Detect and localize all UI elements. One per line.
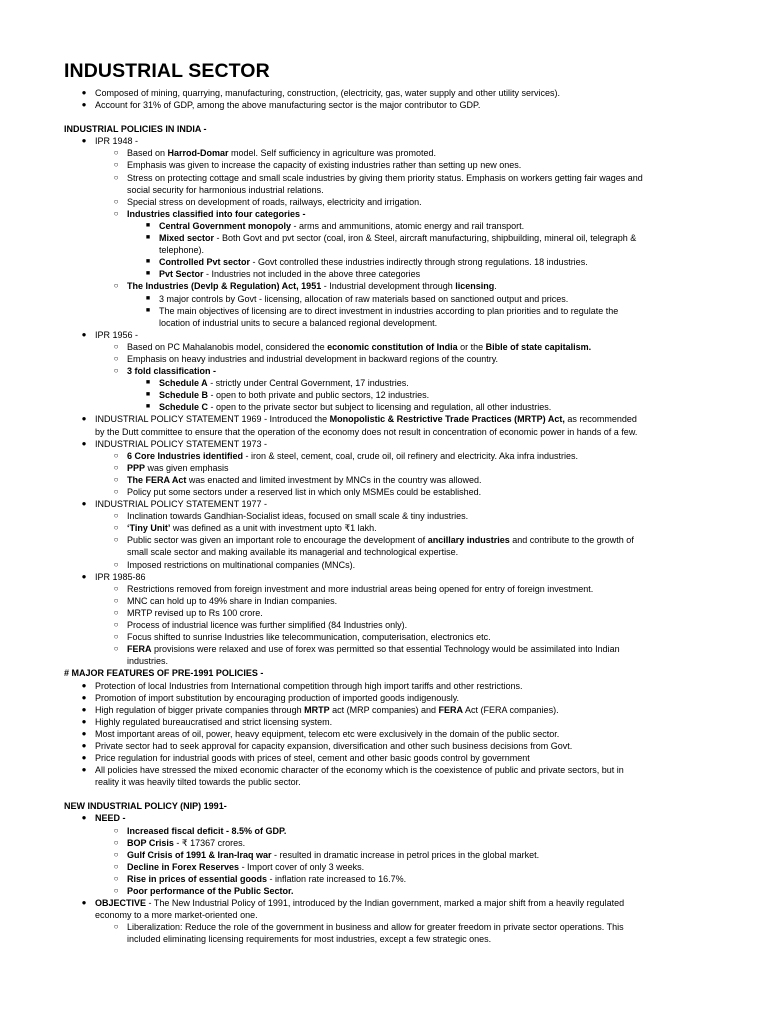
list-item bbox=[64, 728, 644, 740]
bold-text: FERA bbox=[127, 644, 152, 655]
bullet-icon: ● bbox=[81, 898, 87, 908]
bold-text: NEED - bbox=[95, 813, 126, 824]
bold-text: Decline in Forex Reserves bbox=[127, 861, 240, 872]
bullet-icon: ○ bbox=[113, 196, 119, 206]
bullet-icon: ○ bbox=[113, 172, 119, 182]
section-heading: NEW INDUSTRIAL POLICY (NIP) 1991- bbox=[64, 801, 227, 812]
bold-text: The Industries (Devlp & Regulation) Act, 1951 bbox=[127, 281, 322, 292]
text-span: All policies have stressed the mixed economic character of the economy which is the coexistence of public and private sectors, but in reality it was heavily tilted towards the public sector. bbox=[95, 765, 624, 788]
bullet-icon: ● bbox=[81, 728, 87, 738]
bullet-icon: ● bbox=[81, 716, 87, 726]
bold-text: Controlled Pvt sector bbox=[159, 257, 251, 268]
text-span: was enacted and limited investment by MNCs in the country was allowed. bbox=[186, 474, 482, 485]
bullet-icon: ○ bbox=[113, 861, 119, 871]
list-item bbox=[64, 643, 644, 667]
list-item bbox=[64, 680, 644, 692]
bullet-icon: ○ bbox=[113, 366, 119, 376]
bullet-icon: ○ bbox=[113, 487, 119, 496]
bullet-icon: ○ bbox=[113, 450, 119, 460]
text-span: was defined as a unit with investment upto ₹1 lakh. bbox=[170, 523, 377, 534]
bullet-icon: ○ bbox=[113, 922, 119, 932]
section-heading: INDUSTRIAL POLICIES IN INDIA - bbox=[64, 124, 207, 135]
document-body bbox=[64, 87, 644, 945]
text-span: Inclination towards Gandhian-Socialist ideas, focused on small scale & tiny industries. bbox=[127, 511, 469, 522]
list-item bbox=[64, 256, 644, 268]
bullet-icon: ○ bbox=[113, 825, 119, 835]
list-item bbox=[64, 873, 644, 885]
list-item bbox=[64, 147, 644, 159]
text-span: Private sector had to seek approval for capacity expansion, diversification and other such business decisions from Govt. bbox=[95, 740, 573, 751]
text-span: - Industries not included in the above three categories bbox=[203, 269, 421, 280]
list-item bbox=[64, 837, 644, 849]
list-item bbox=[64, 268, 644, 280]
list-item bbox=[64, 377, 644, 389]
bullet-list-level-2 bbox=[64, 825, 644, 898]
bullet-icon: ■ bbox=[145, 379, 151, 387]
bold-text: Monopolistic & Restrictive Trade Practices (MRTP) Act, bbox=[329, 414, 565, 425]
list-item bbox=[64, 716, 644, 728]
bold-text: 3 fold classification - bbox=[127, 366, 217, 377]
text-span: IPR 1948 - bbox=[95, 136, 139, 147]
text-span: Special stress on development of roads, railways, electricity and irrigation. bbox=[127, 196, 422, 207]
text-span: model. Self sufficiency in agriculture was promoted. bbox=[228, 148, 436, 159]
bullet-list-level-2 bbox=[64, 147, 644, 220]
bullet-list-level-2 bbox=[64, 280, 644, 292]
list-item bbox=[64, 921, 644, 945]
list-item bbox=[64, 583, 644, 595]
bullet-icon: ○ bbox=[113, 523, 119, 533]
text-span: as recommended by the Dutt committee to ensure that the operation of the economy does not result in concentration of economic power in hands of a few. bbox=[95, 414, 638, 437]
text-span: Protection of local Industries from International competition through high import tariffs and other restrictions. bbox=[95, 680, 523, 691]
text-span: - ₹ 17367 crores. bbox=[173, 837, 246, 848]
list-item bbox=[64, 401, 644, 413]
bullet-list-level-2 bbox=[64, 583, 644, 668]
list-item bbox=[64, 522, 644, 534]
bullet-icon: ● bbox=[81, 813, 87, 823]
bullet-icon: ○ bbox=[113, 341, 119, 351]
list-item bbox=[64, 293, 644, 305]
list-item bbox=[64, 825, 644, 837]
bold-text: The FERA Act bbox=[127, 474, 187, 485]
bold-text: FERA bbox=[438, 704, 464, 715]
list-item bbox=[64, 571, 644, 583]
bold-text: MRTP bbox=[304, 704, 330, 715]
text-span: . bbox=[494, 281, 497, 292]
text-span: - inflation rate increased to 16.7%. bbox=[267, 873, 407, 884]
bullet-icon: ● bbox=[81, 765, 87, 775]
text-span: provisions were relaxed and use of forex was permitted so that essential Technology would be assimilated into Indian industries. bbox=[127, 644, 620, 667]
text-span: Composed of mining, quarrying, manufacturing, construction, (electricity, gas, water supply and other utility services). bbox=[95, 88, 561, 98]
bullet-icon: ■ bbox=[145, 306, 151, 314]
text-span: IPR 1985-86 bbox=[95, 571, 146, 582]
list-item bbox=[64, 208, 644, 220]
bullet-icon: ■ bbox=[145, 258, 151, 266]
bullet-icon: ● bbox=[81, 740, 87, 750]
text-span: Based on PC Mahalanobis model, considered the bbox=[127, 341, 328, 352]
list-item bbox=[64, 438, 644, 450]
list-item bbox=[64, 232, 644, 256]
bullet-icon: ○ bbox=[113, 873, 119, 883]
bullet-icon: ■ bbox=[145, 403, 151, 411]
list-item bbox=[64, 764, 644, 788]
bullet-icon: ○ bbox=[113, 160, 119, 170]
list-item bbox=[64, 341, 644, 353]
list-item bbox=[64, 559, 644, 571]
bullet-icon: ● bbox=[81, 571, 87, 581]
bullet-icon: ○ bbox=[113, 644, 119, 654]
bullet-list-level-1 bbox=[64, 413, 644, 449]
bullet-icon: ● bbox=[81, 680, 87, 690]
text-span: or the bbox=[457, 341, 486, 352]
bullet-list-level-2 bbox=[64, 341, 644, 377]
list-item bbox=[64, 353, 644, 365]
list-item bbox=[64, 220, 644, 232]
list-item bbox=[64, 99, 644, 111]
list-item bbox=[64, 474, 644, 486]
list-item bbox=[64, 172, 644, 196]
bold-text: Pvt Sector bbox=[159, 269, 204, 280]
list-item bbox=[64, 861, 644, 873]
bullet-list-level-1 bbox=[64, 87, 644, 111]
list-item bbox=[64, 305, 644, 329]
list-item bbox=[64, 897, 644, 921]
bullet-list-level-1 bbox=[64, 329, 644, 341]
list-item bbox=[64, 389, 644, 401]
page-title: INDUSTRIAL SECTOR bbox=[64, 60, 270, 82]
bullet-list-level-1 bbox=[64, 571, 644, 583]
text-span: Emphasis was given to increase the capacity of existing industries rather than setting up new ones. bbox=[127, 160, 522, 171]
text-span: was given emphasis bbox=[145, 462, 229, 473]
list-item bbox=[64, 329, 644, 341]
bullet-icon: ○ bbox=[113, 208, 119, 218]
text-span: Highly regulated bureaucratised and strict licensing system. bbox=[95, 716, 333, 727]
bullet-icon: ● bbox=[81, 88, 87, 97]
list-item bbox=[64, 413, 644, 437]
list-item bbox=[64, 631, 644, 643]
bold-text: licensing bbox=[455, 281, 495, 292]
bold-text: Schedule A bbox=[159, 378, 208, 389]
bullet-icon: ■ bbox=[145, 294, 151, 302]
bold-text: PPP bbox=[127, 462, 146, 473]
bold-text: Schedule B bbox=[159, 390, 209, 401]
text-span: 3 major controls by Govt - licensing, allocation of raw materials based on sanctioned output and prices. bbox=[159, 293, 569, 304]
bold-text: Bible of state capitalism. bbox=[485, 341, 592, 352]
text-span: - Both Govt and pvt sector (coal, iron & Steel, aircraft manufacturing, shipbuilding, mineral oil, telegraph & telephone). bbox=[159, 233, 637, 256]
bullet-icon: ■ bbox=[145, 221, 151, 229]
text-span: Process of industrial licence was further simplified (84 Industries only). bbox=[127, 620, 408, 631]
text-span: INDUSTRIAL POLICY STATEMENT 1977 - bbox=[95, 499, 268, 510]
bullet-list-level-1 bbox=[64, 812, 644, 824]
text-span: MNC can hold up to 49% share in Indian companies. bbox=[127, 595, 338, 606]
bullet-list-level-2 bbox=[64, 450, 644, 498]
text-span: Restrictions removed from foreign investment and more industrial areas being opened for entry of foreign investment. bbox=[127, 583, 594, 594]
text-span: Price regulation for industrial goods with prices of steel, cement and other basic goods control by government bbox=[95, 753, 530, 764]
list-item bbox=[64, 885, 644, 897]
bullet-list-level-1 bbox=[64, 498, 644, 510]
text-span: IPR 1956 - bbox=[95, 329, 139, 340]
text-span: High regulation of bigger private companies through bbox=[95, 704, 305, 715]
bullet-icon: ○ bbox=[113, 849, 119, 859]
list-item bbox=[64, 159, 644, 171]
list-item bbox=[64, 534, 644, 558]
bullet-icon: ■ bbox=[145, 391, 151, 399]
bold-text: Harrod-Domar bbox=[167, 148, 229, 159]
text-span: INDUSTRIAL POLICY STATEMENT 1969 bbox=[95, 414, 262, 425]
bold-text: Schedule C bbox=[159, 402, 209, 413]
bold-text: Poor performance of the Public Sector. bbox=[127, 886, 294, 896]
bold-text: Mixed sector bbox=[159, 233, 215, 244]
list-item bbox=[64, 462, 644, 474]
text-span: Stress on protecting cottage and small scale industries by giving them priority status. Emphasis on workers getting fair wages and social security for harmonious industrial relations. bbox=[127, 172, 643, 195]
list-item bbox=[64, 280, 644, 292]
bullet-icon: ● bbox=[81, 329, 87, 339]
bullet-icon: ○ bbox=[113, 632, 119, 642]
list-item bbox=[64, 486, 644, 498]
list-item bbox=[64, 365, 644, 377]
list-item bbox=[64, 752, 644, 764]
text-span: Focus shifted to sunrise Industries like telecommunication, computerisation, electronics etc. bbox=[127, 632, 491, 643]
bullet-list-level-3 bbox=[64, 220, 644, 280]
bullet-icon: ● bbox=[81, 499, 87, 509]
spacer bbox=[64, 788, 644, 800]
bullet-list-level-3 bbox=[64, 377, 644, 413]
list-item bbox=[64, 87, 644, 99]
bullet-list-level-1 bbox=[64, 897, 644, 921]
text-span: - The New Industrial Policy of 1991, introduced by the Indian government, marked a major shift from a heavily regulated economy to a more market-oriented one. bbox=[95, 898, 625, 921]
text-span: Account for 31% of GDP, among the above manufacturing sector is the major contributor to GDP. bbox=[95, 100, 481, 111]
list-item bbox=[64, 510, 644, 522]
list-item bbox=[64, 619, 644, 631]
document-page bbox=[64, 58, 644, 945]
text-span: Liberalization: Reduce the role of the government in business and allow for greater freedom in private sector operations. This included eliminating licensing requirements for most industries, except a few strategic ones. bbox=[127, 922, 624, 945]
bullet-icon: ● bbox=[81, 753, 87, 763]
bold-text: Rise in prices of essential goods bbox=[127, 873, 268, 884]
list-item bbox=[64, 704, 644, 716]
bold-text: Industries classified into four categories - bbox=[127, 208, 306, 219]
bullet-icon: ○ bbox=[113, 595, 119, 605]
bullet-icon: ○ bbox=[113, 559, 119, 569]
bold-text: OBJECTIVE bbox=[95, 898, 147, 909]
text-span: Emphasis on heavy industries and industrial development in backward regions of the country. bbox=[127, 353, 499, 364]
list-item bbox=[64, 849, 644, 861]
bold-text: Central Government monopoly bbox=[159, 220, 292, 231]
text-span: Imposed restrictions on multinational companies (MNCs). bbox=[127, 559, 356, 570]
list-item bbox=[64, 692, 644, 704]
bullet-icon: ● bbox=[81, 100, 87, 110]
text-span: Most important areas of oil, power, heavy equipment, telecom etc were exclusively in the domain of the public sector. bbox=[95, 728, 560, 739]
text-span: - resulted in dramatic increase in petrol prices in the global market. bbox=[271, 849, 540, 860]
bullet-icon: ● bbox=[81, 414, 87, 424]
text-span: - Industrial development through bbox=[321, 281, 456, 292]
bullet-icon: ■ bbox=[145, 270, 151, 278]
bullet-icon: ○ bbox=[113, 511, 119, 521]
bullet-icon: ○ bbox=[113, 474, 119, 484]
bold-text: 6 Core Industries identified bbox=[127, 450, 244, 461]
list-item bbox=[64, 812, 644, 824]
spacer bbox=[64, 111, 644, 123]
bullet-icon: ● bbox=[81, 136, 87, 146]
list-item bbox=[64, 135, 644, 147]
bullet-icon: ● bbox=[81, 692, 87, 702]
bullet-icon: ○ bbox=[113, 353, 119, 363]
list-item bbox=[64, 498, 644, 510]
text-span: Act (FERA companies). bbox=[463, 704, 559, 715]
bullet-list-level-1 bbox=[64, 135, 644, 147]
bullet-list-level-3 bbox=[64, 293, 644, 329]
bullet-icon: ○ bbox=[113, 535, 119, 545]
text-span: act (MRP companies) and bbox=[329, 704, 439, 715]
bullet-list-level-2 bbox=[64, 510, 644, 570]
bullet-icon: ○ bbox=[113, 148, 119, 158]
list-item bbox=[64, 607, 644, 619]
text-span: - open to both private and public sectors, 12 industries. bbox=[208, 390, 430, 401]
bullet-icon: ○ bbox=[113, 607, 119, 617]
text-span: and contribute to the growth of small scale sector and making available its managerial and technological expertise. bbox=[127, 535, 634, 558]
list-item bbox=[64, 196, 644, 208]
bullet-icon: ○ bbox=[113, 886, 119, 895]
bullet-icon: ○ bbox=[113, 281, 119, 291]
list-item bbox=[64, 450, 644, 462]
bullet-list-level-1 bbox=[64, 680, 644, 789]
text-span: The main objectives of licensing are to direct investment in industries according to plan priorities and to regulate the location of industrial units to secure a balanced regional development. bbox=[159, 305, 619, 328]
list-item bbox=[64, 595, 644, 607]
text-span: INDUSTRIAL POLICY STATEMENT 1973 - bbox=[95, 438, 268, 449]
bullet-list-level-2 bbox=[64, 921, 644, 945]
bullet-icon: ■ bbox=[145, 234, 151, 242]
text-span: - arms and ammunitions, atomic energy and rail transport. bbox=[291, 220, 525, 231]
bullet-icon: ● bbox=[81, 438, 87, 448]
text-span: - open to the private sector but subject to licensing and regulation, all other industries. bbox=[208, 402, 552, 413]
text-span: Public sector was given an important role to encourage the development of bbox=[127, 535, 428, 546]
bullet-icon: ● bbox=[81, 704, 87, 714]
bullet-icon: ○ bbox=[113, 620, 119, 630]
bullet-icon: ○ bbox=[113, 462, 119, 472]
bullet-icon: ○ bbox=[113, 837, 119, 847]
text-span: - iron & steel, cement, coal, crude oil, oil refinery and electricity. Aka infra industries. bbox=[243, 450, 579, 461]
bold-text: ‘Tiny Unit’ bbox=[127, 523, 171, 534]
bold-text: Gulf Crisis of 1991 & Iran-Iraq war bbox=[127, 849, 272, 860]
text-span: - Import cover of only 3 weeks. bbox=[239, 861, 365, 872]
bold-text: BOP Crisis bbox=[127, 837, 174, 848]
text-span: - Introduced the bbox=[261, 414, 330, 425]
text-span: Policy put some sectors under a reserved list in which only MSMEs could be established. bbox=[127, 487, 482, 497]
section-heading: # MAJOR FEATURES OF PRE-1991 POLICIES - bbox=[64, 668, 264, 679]
bold-text: economic constitution of India bbox=[327, 341, 458, 352]
bold-text: Increased fiscal deficit - 8.5% of GDP. bbox=[127, 825, 287, 836]
list-item bbox=[64, 740, 644, 752]
text-span: - strictly under Central Government, 17 industries. bbox=[207, 378, 409, 389]
text-span: Based on bbox=[127, 148, 168, 159]
text-span: - Govt controlled these industries indirectly through strong regulations. 18 industries. bbox=[250, 257, 588, 268]
text-span: Promotion of import substitution by encouraging production of imported goods indigenously. bbox=[95, 692, 460, 703]
text-span: MRTP revised up to Rs 100 crore. bbox=[127, 607, 263, 618]
bullet-icon: ○ bbox=[113, 583, 119, 593]
bold-text: ancillary industries bbox=[427, 535, 510, 546]
